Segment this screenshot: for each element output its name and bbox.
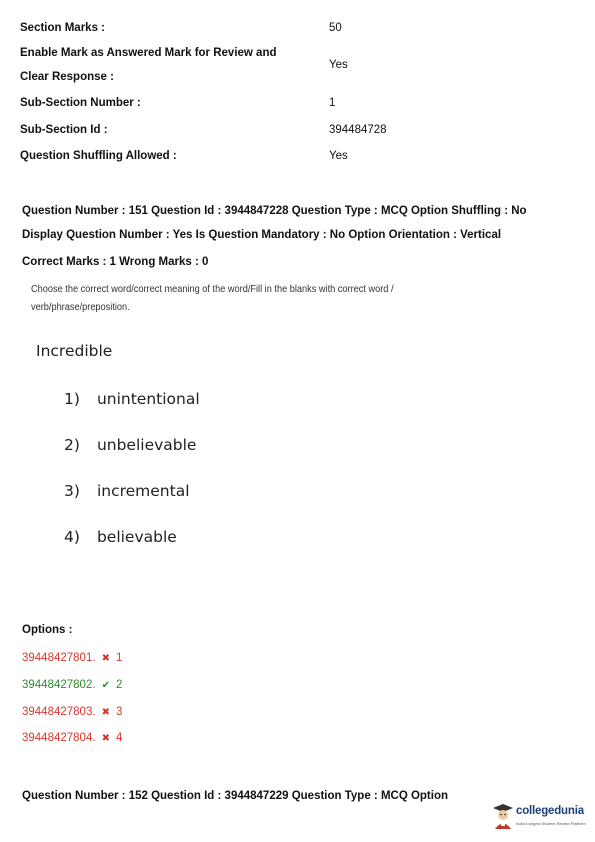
cross-icon: ✖ — [101, 707, 110, 718]
logo-tagline: India's largest Student Review Platform — [516, 821, 586, 826]
choice-number: 3) — [64, 482, 80, 500]
question-shuffling-value: Yes — [329, 150, 348, 162]
choice-text: unintentional — [96, 390, 200, 408]
check-icon: ✔ — [101, 680, 110, 691]
option-id: 39448427804. — [22, 732, 96, 744]
sub-section-id-label: Sub-Section Id : — [20, 124, 108, 136]
choice-text: incremental — [96, 482, 190, 500]
option-row-2 — [22, 679, 122, 691]
options-title: Options : — [22, 624, 73, 636]
choice-number: 4) — [64, 528, 80, 546]
choice-1 — [64, 390, 200, 408]
next-question-header: Question Number : 152 Question Id : 3944847229 Question Type : MCQ Option — [22, 790, 449, 802]
option-row-3 — [22, 706, 122, 718]
option-number: 4 — [115, 732, 123, 744]
mark-review-value: Yes — [329, 59, 348, 71]
section-marks-label: Section Marks : — [20, 22, 105, 34]
mark-review-label-line2: Clear Response : — [20, 71, 114, 83]
option-id: 39448427802. — [22, 679, 96, 691]
cross-icon: ✖ — [101, 733, 110, 744]
question-header-line1: Question Number : 151 Question Id : 3944847228 Question Type : MCQ Option Shuffling : No — [22, 205, 527, 217]
graduate-mascot-icon — [492, 802, 514, 830]
option-number: 1 — [115, 652, 123, 664]
choice-text: believable — [96, 528, 177, 546]
logo-name: collegedunia — [516, 805, 584, 817]
question-header-line3: Correct Marks : 1 Wrong Marks : 0 — [22, 256, 209, 268]
mark-review-label-line1: Enable Mark as Answered Mark for Review and — [20, 47, 277, 59]
choice-number: 1) — [64, 390, 80, 408]
choice-3 — [64, 482, 190, 500]
option-number: 2 — [115, 679, 123, 691]
option-number: 3 — [115, 706, 123, 718]
sub-section-number-label: Sub-Section Number : — [20, 97, 141, 109]
question-shuffling-label: Question Shuffling Allowed : — [20, 150, 177, 162]
choice-2 — [64, 436, 196, 454]
option-id: 39448427801. — [22, 652, 96, 664]
choice-number: 2) — [64, 436, 80, 454]
collegedunia-logo — [492, 800, 592, 836]
option-row-4 — [22, 732, 122, 744]
section-marks-value: 50 — [329, 22, 342, 34]
option-id: 39448427803. — [22, 706, 96, 718]
choice-4 — [64, 528, 177, 546]
question-instruction: Choose the correct word/correct meaning of the word/Fill in the blanks with correct word / verb/phrase/preposition. — [31, 284, 394, 313]
question-word: Incredible — [36, 342, 113, 360]
cross-icon: ✖ — [101, 653, 110, 664]
option-row-1 — [22, 652, 122, 664]
question-header-line2: Display Question Number : Yes Is Question Mandatory : No Option Orientation : Vertical — [22, 229, 502, 241]
sub-section-id-value: 394484728 — [329, 124, 387, 136]
choice-text: unbelievable — [96, 436, 197, 454]
sub-section-number-value: 1 — [329, 97, 336, 109]
